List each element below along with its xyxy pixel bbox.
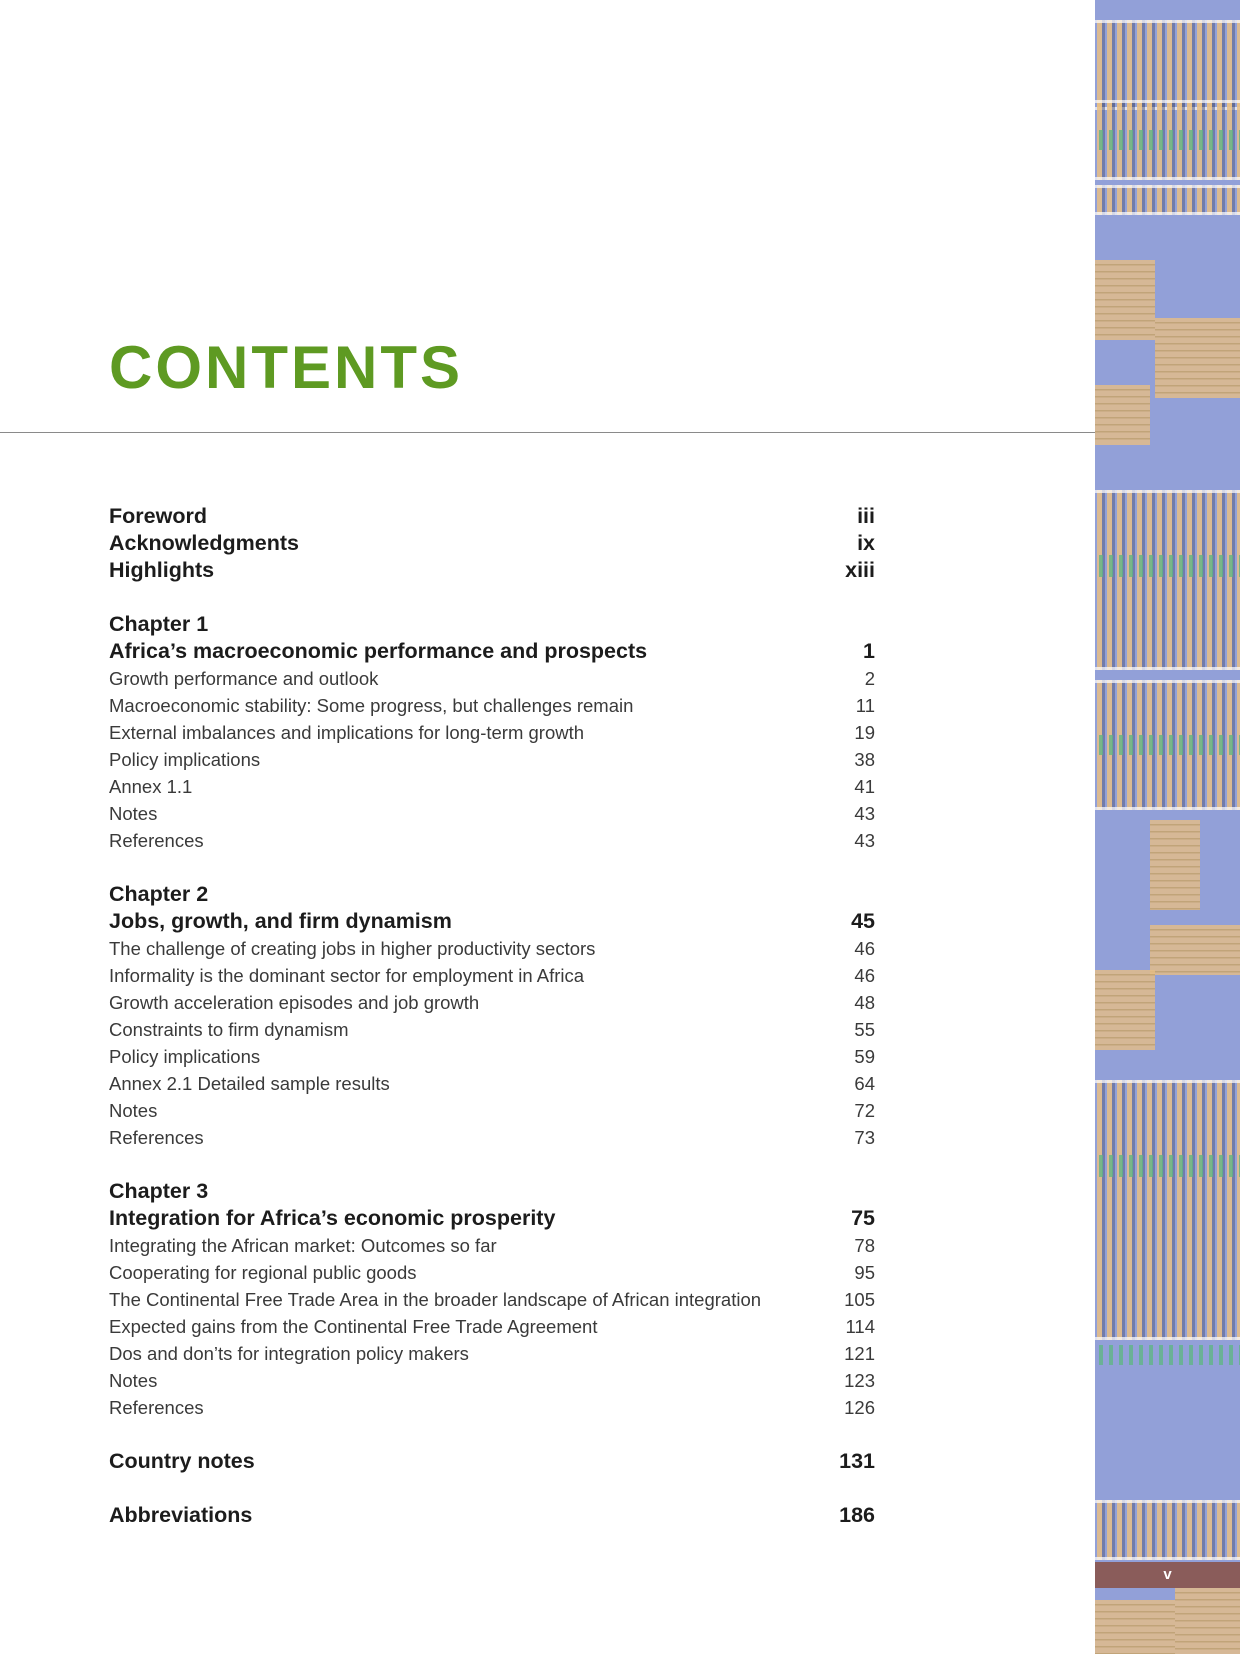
toc-section[interactable] [109, 1124, 875, 1151]
toc-entry-acknowledgments[interactable] [109, 530, 875, 557]
toc-section-page: 105 [844, 1289, 875, 1310]
toc-section-label: Macroeconomic stability: Some progress, but challenges remain [109, 695, 634, 716]
toc-section-label: The Continental Free Trade Area in the broader landscape of African integration [109, 1289, 762, 1310]
toc-section-label: Cooperating for regional public goods [109, 1262, 417, 1283]
chapter-3-title-entry[interactable] [109, 1205, 875, 1232]
toc-entry-foreword[interactable] [109, 503, 875, 530]
toc-section-label: The challenge of creating jobs in higher productivity sectors [109, 938, 596, 959]
toc-entry-label: Highlights [109, 558, 215, 582]
toc-entry-label: Country notes [109, 1449, 255, 1473]
toc-entry-page: 75 [851, 1206, 875, 1230]
toc-section[interactable] [109, 935, 875, 962]
toc-section-page: 55 [854, 1019, 875, 1040]
toc-entry-abbreviations[interactable] [109, 1502, 875, 1529]
toc-entry-country-notes[interactable] [109, 1448, 875, 1475]
toc-section-page: 95 [854, 1262, 875, 1283]
toc-section-label: Constraints to firm dynamism [109, 1019, 349, 1040]
toc-section[interactable] [109, 1340, 875, 1367]
toc-section[interactable] [109, 800, 875, 827]
toc-section-label: Notes [109, 803, 158, 824]
toc-section[interactable] [109, 719, 875, 746]
toc-section[interactable] [109, 1097, 875, 1124]
toc-section-label: Dos and don’ts for integration policy makers [109, 1343, 469, 1364]
toc-section[interactable] [109, 1394, 875, 1421]
toc-section-label: References [109, 1397, 204, 1418]
toc-section[interactable] [109, 692, 875, 719]
toc-section-page: 41 [854, 776, 875, 797]
toc-section[interactable] [109, 1286, 875, 1313]
toc-section[interactable] [109, 1070, 875, 1097]
chapter-1-title-entry[interactable] [109, 638, 875, 665]
title-divider [0, 432, 1095, 433]
toc-section[interactable] [109, 989, 875, 1016]
chapter-1-label: Chapter 1 [109, 612, 209, 636]
toc-section-page: 123 [844, 1370, 875, 1391]
toc-section-label: Notes [109, 1100, 158, 1121]
chapter-2-label: Chapter 2 [109, 882, 209, 906]
toc-section-page: 78 [854, 1235, 875, 1256]
page-title: CONTENTS [109, 334, 463, 401]
toc-entry-page: 131 [839, 1449, 875, 1473]
toc-entry-label: Abbreviations [109, 1503, 253, 1527]
toc-entry-page: xiii [845, 558, 875, 582]
toc-section[interactable] [109, 1043, 875, 1070]
chapter-3-label: Chapter 3 [109, 1179, 209, 1203]
toc-section-page: 43 [854, 803, 875, 824]
chapter-2-title-entry[interactable] [109, 908, 875, 935]
toc-section-label: References [109, 830, 204, 851]
toc-section-page: 19 [854, 722, 875, 743]
toc-section-page: 48 [854, 992, 875, 1013]
toc-section[interactable] [109, 746, 875, 773]
toc-section-label: Policy implications [109, 1046, 261, 1067]
toc-section[interactable] [109, 1367, 875, 1394]
toc-section[interactable] [109, 1313, 875, 1340]
toc-section[interactable] [109, 1259, 875, 1286]
chapter-title: Africa’s macroeconomic performance and prospects [109, 639, 648, 663]
toc-section-label: Growth acceleration episodes and job growth [109, 992, 480, 1013]
toc-section-label: Growth performance and outlook [109, 668, 379, 689]
toc-entry-label: Acknowledgments [109, 531, 299, 555]
toc-section-label: References [109, 1127, 204, 1148]
toc-entry-page: ix [857, 531, 875, 555]
toc-section-page: 46 [854, 965, 875, 986]
toc-section-page: 126 [844, 1397, 875, 1418]
toc-section-page: 73 [854, 1127, 875, 1148]
toc-section-label: Policy implications [109, 749, 261, 770]
toc-section[interactable] [109, 773, 875, 800]
toc-entry-page: 186 [839, 1503, 875, 1527]
toc-section-label: Integrating the African market: Outcomes so far [109, 1235, 497, 1256]
toc-section-page: 38 [854, 749, 875, 770]
toc-section-page: 11 [855, 695, 875, 716]
fabric-decoration-strip [1095, 0, 1240, 1654]
toc-section-label: Notes [109, 1370, 158, 1391]
table-of-contents [109, 503, 875, 1529]
toc-section[interactable] [109, 962, 875, 989]
toc-section-page: 64 [854, 1073, 875, 1094]
page-number-tab: v [1095, 1562, 1240, 1588]
toc-section-label: External imbalances and implications for long-term growth [109, 722, 585, 743]
toc-section-label: Annex 1.1 [109, 776, 193, 797]
toc-section-label: Annex 2.1 Detailed sample results [109, 1073, 390, 1094]
toc-entry-page: 1 [863, 639, 875, 663]
toc-section-label: Informality is the dominant sector for employment in Africa [109, 965, 585, 986]
toc-entry-highlights[interactable] [109, 557, 875, 584]
toc-section-page: 121 [844, 1343, 875, 1364]
toc-section-page: 46 [854, 938, 875, 959]
toc-section-label: Expected gains from the Continental Free Trade Agreement [109, 1316, 598, 1337]
toc-entry-label: Foreword [109, 504, 207, 528]
toc-section-page: 114 [845, 1316, 875, 1337]
chapter-title: Integration for Africa’s economic prosperity [109, 1206, 556, 1230]
toc-section[interactable] [109, 665, 875, 692]
toc-entry-page: 45 [851, 909, 875, 933]
toc-section-page: 59 [854, 1046, 875, 1067]
toc-section[interactable] [109, 827, 875, 854]
toc-section-page: 43 [854, 830, 875, 851]
toc-section[interactable] [109, 1232, 875, 1259]
toc-section-page: 72 [854, 1100, 875, 1121]
toc-entry-page: iii [857, 504, 875, 528]
chapter-title: Jobs, growth, and firm dynamism [109, 909, 452, 933]
toc-section[interactable] [109, 1016, 875, 1043]
toc-section-page: 2 [864, 668, 875, 689]
